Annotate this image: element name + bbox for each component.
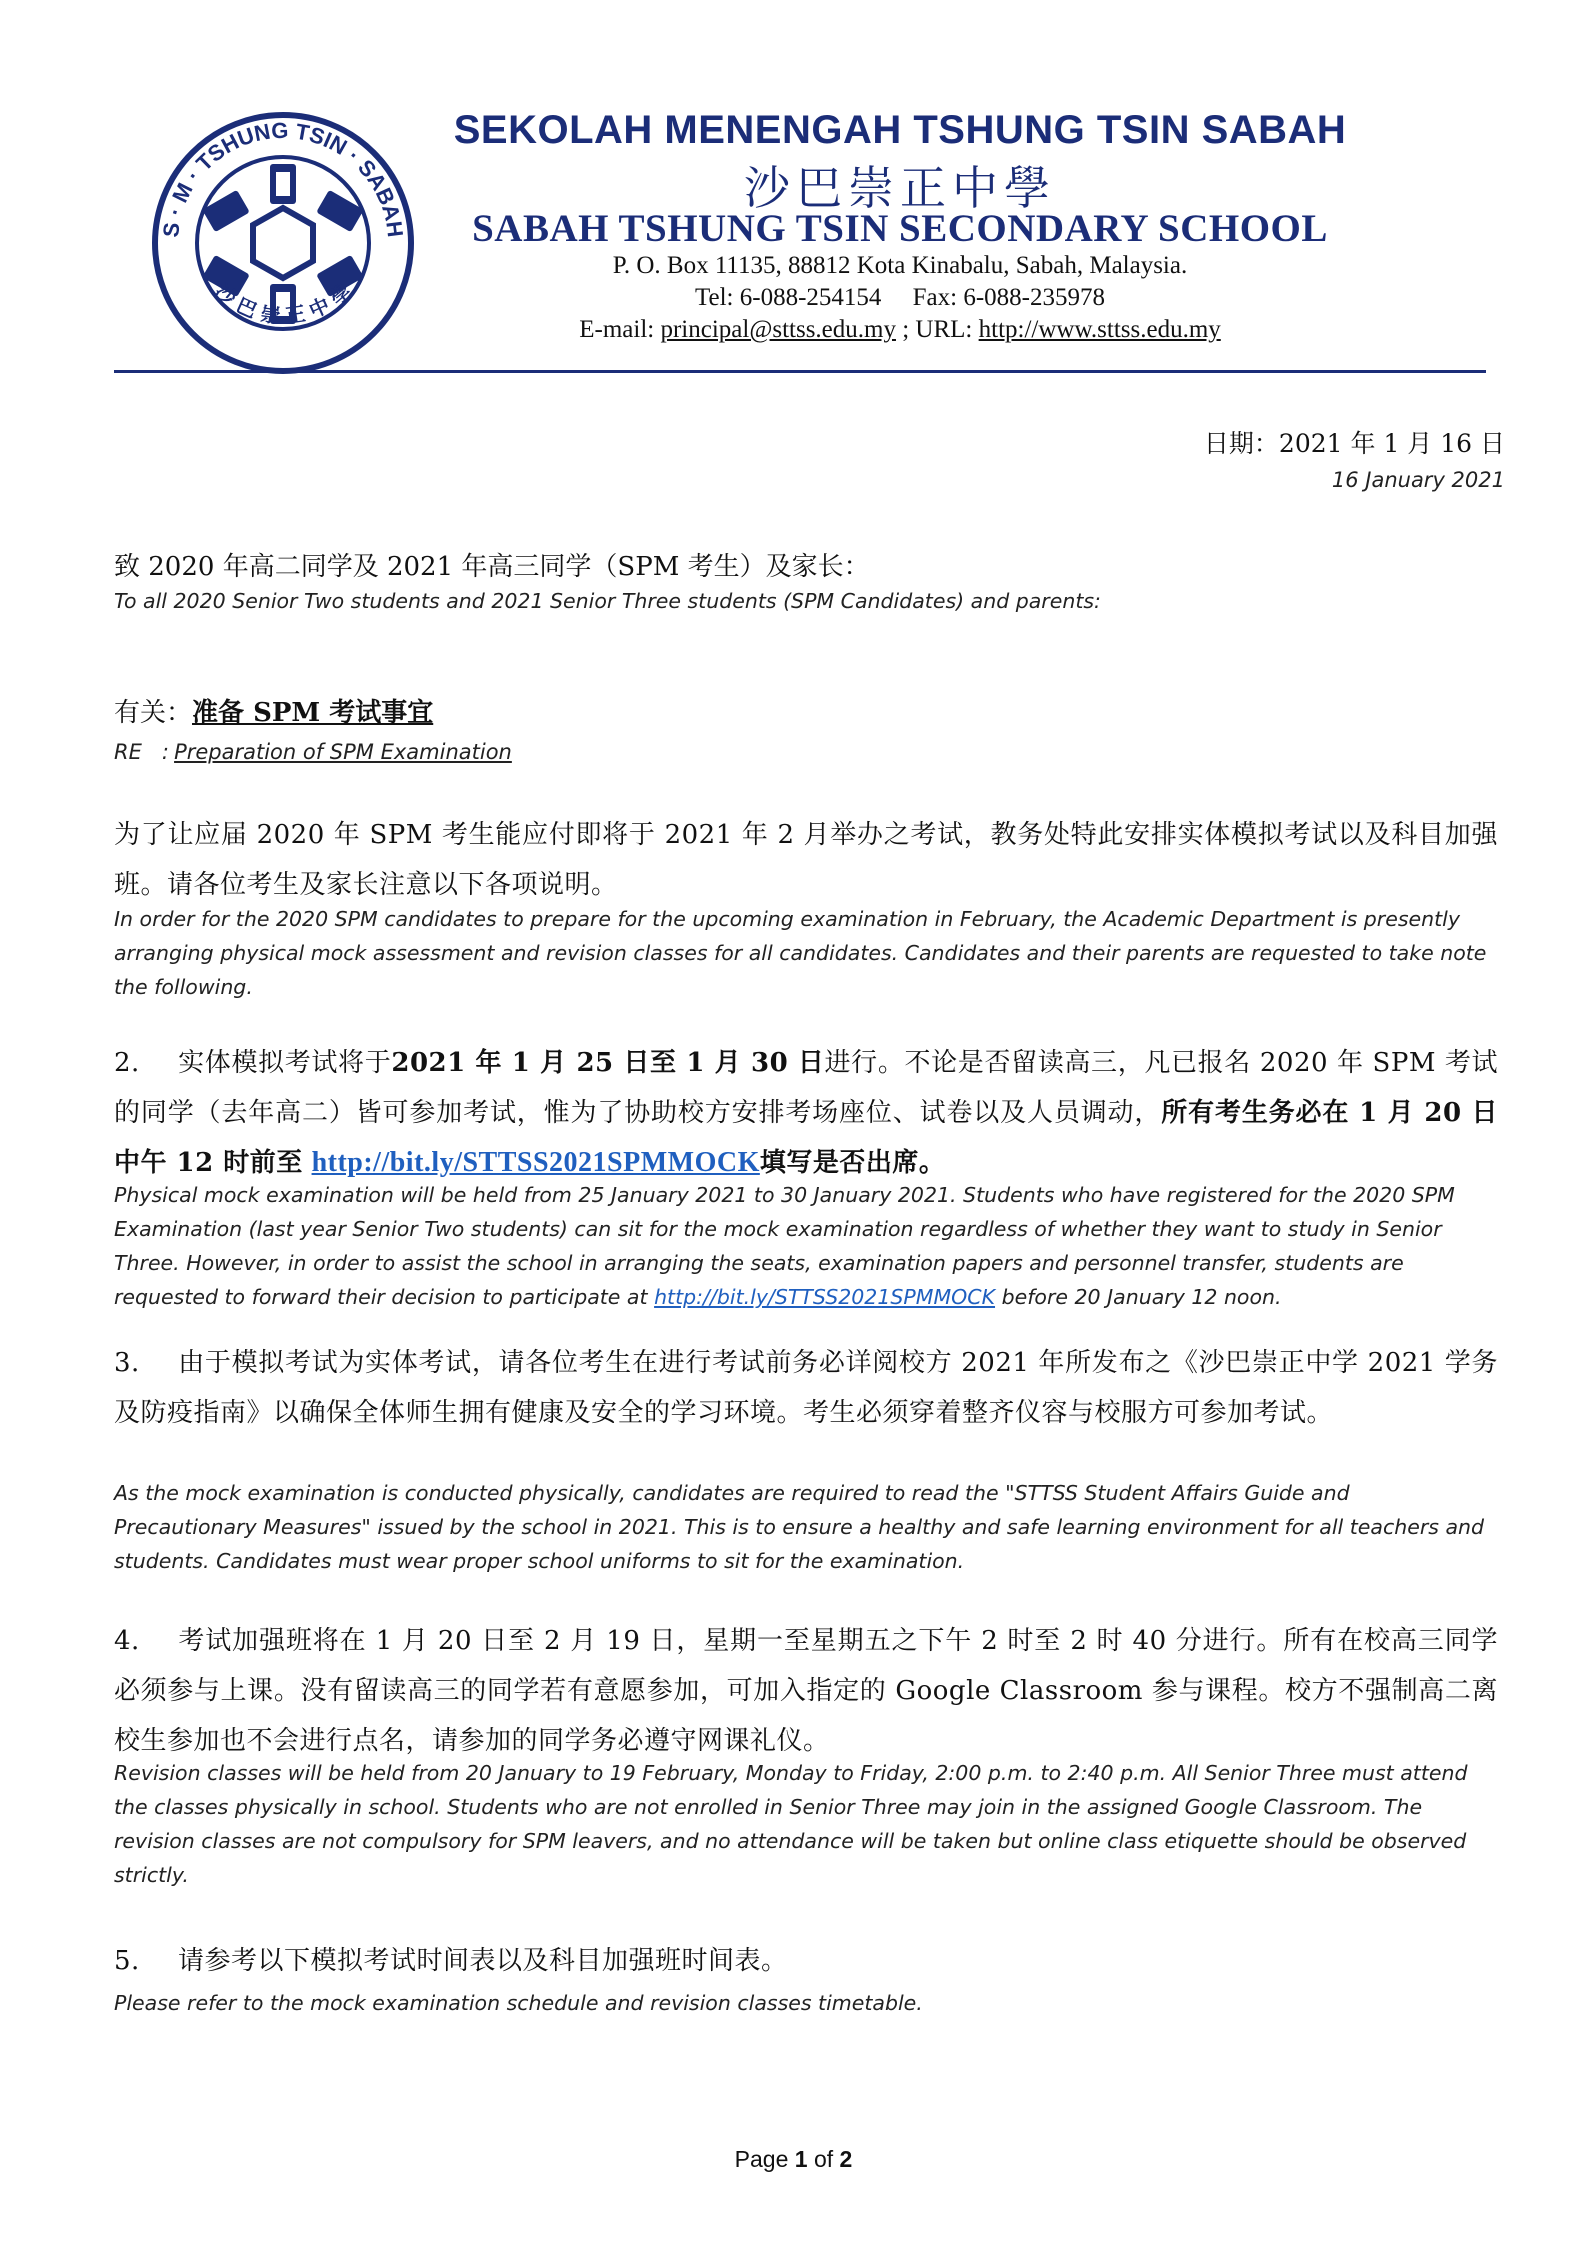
page-prefix: Page [734,2146,789,2172]
p5-text: 请参考以下模拟考试时间表以及科目加强班时间表。 [178,1946,788,1976]
paragraph-1-english: In order for the 2020 SPM candidates to prepare for the upcoming examination in February, the Academic Department is presently arranging physical mock assessment and revision classes for all candidates. Candidates and their parents are requested to take note the following. [114,907,1487,999]
subject-title: 准备 SPM 考试事宜 [192,698,434,728]
page-of: of [813,2146,834,2172]
mock-registration-link-english[interactable]: http://bit.ly/STTSS2021SPMMOCK [654,1285,996,1309]
subject-label: 有关： [114,698,193,728]
school-contact-phone [430,284,1370,312]
email-label: E-mail: [579,316,655,343]
re-label: RE : [114,740,169,764]
page-current: 1 [794,2146,808,2172]
paragraph-1-chinese: 为了让应届 2020 年 SPM 考生能应付即将于 2021 年 2 月举办之考试，教务处特此安排实体模拟考试以及科目加强班。请各位考生及家长注意以下各项说明。 [114,820,1498,900]
re-title: Preparation of SPM Examination [174,740,512,764]
paragraph-4-english: Revision classes will be held from 20 January to 19 February, Monday to Friday, 2:00 p.m. to 2:40 p.m. All Senior Three must attend the classes physically in school. Students who are not enrolled in Senior Three may join in the assigned Google Classroom. The revision classes are not compulsory for SPM leavers, and no attendance will be taken but online class etiquette should be observed strictly. [114,1761,1468,1887]
fax-number: 6-088-235978 [963,284,1106,311]
website-link[interactable]: http://www.sttss.edu.my [978,316,1221,343]
paragraph-2-number: 2. [114,1048,140,1078]
page-number [0,2146,1587,2173]
school-name-malay: SEKOLAH MENENGAH TSHUNG TSIN SABAH [453,108,1347,152]
salutation-chinese: 致 2020 年高二同学及 2021 年高三同学（SPM 考生）及家长： [114,552,870,582]
date-chinese: 日期：2021 年 1 月 16 日 [1203,429,1505,458]
paragraph-3-english: As the mock examination is conducted physically, candidates are required to read the "STTSS Student Affairs Guide and Precautionary Measures" issued by the school in 2021. This is to ensure a healthy and safe learning environment for all teachers and students. Candidates must wear proper school uniforms to sit for the examination. [114,1481,1485,1573]
p2-text-e: 填写是否出席。 [759,1148,946,1178]
paragraph-4-number: 4. [114,1626,140,1656]
p4-text: 考试加强班将在 1 月 20 日至 2 月 19 日，星期一至星期五之下午 2 时至 2 时 40 分进行。所有在校高三同学必须参与上课。没有留读高三的同学若有意愿参加，可加入指定的 Google Classroom 参与课程。校方不强制高二离校生参加也不会进行点名，请参加的同学务必遵守网课礼仪。 [114,1626,1498,1756]
school-contact-web [430,316,1370,344]
p2-deadline: 所有考生务必在 1 月 20 日中午 12 时前至 [114,1098,1498,1178]
school-name-chinese: 沙巴崇正中學 [744,161,1056,215]
logo-text-bottom: 沙 巴 崇 正 中 學 [210,278,356,328]
mock-registration-link[interactable]: http://bit.ly/STTSS2021SPMMOCK [311,1147,760,1178]
p2-text-c: 进行。不论是否留读高三，凡已报名 2020 年 SPM 考试的同学（去年高二）皆可参加考试，惟为了协助校方安排考场座位、试卷以及人员调动， [114,1048,1499,1128]
date-english: 16 January 2021 [1331,468,1505,492]
tel-number: 6-088-254154 [739,284,882,311]
header-divider [114,370,1486,373]
p2-en-text-b: before 20 January 12 noon. [1001,1285,1282,1309]
fax-label: Fax: [912,284,958,311]
subject-english [114,740,1498,764]
email-link[interactable]: principal@sttss.edu.my [660,316,896,343]
p2-text-a: 实体模拟考试将于 [178,1048,392,1078]
school-logo [148,108,418,378]
salutation-english: To all 2020 Senior Two students and 2021 Senior Three students (SPM Candidates) and parents: [114,589,1101,613]
paragraph-5-english: Please refer to the mock examination schedule and revision classes timetable. [114,1991,923,2015]
p2-en-text-a: Physical mock examination will be held from 25 January 2021 to 30 January 2021. Students who have registered for the 2020 SPM Examination (last year Senior Two students) can sit for the mock examination regardless of whether they want to study in Senior Three. However, in order to assist the school in arranging the seats, examination papers and personnel transfer, students are requested to forward their decision to participate at [114,1183,1455,1309]
subject-chinese [114,692,1498,729]
tel-label: Tel: [694,284,734,311]
page-total: 2 [839,2146,853,2172]
url-label: ; URL: [902,316,973,343]
logo-text-top: S · M · TSHUNG TSIN · SABAH [158,117,409,239]
paragraph-2-chinese [114,1038,1498,1188]
paragraph-4-chinese [114,1616,1498,1766]
paragraph-2-english [114,1178,1498,1314]
paragraph-5-number: 5. [114,1946,140,1976]
p2-mock-dates: 2021 年 1 月 25 日至 1 月 30 日 [391,1048,825,1078]
paragraph-3-chinese [114,1338,1498,1438]
school-name-english: SABAH TSHUNG TSIN SECONDARY SCHOOL [472,207,1328,250]
p3-text: 由于模拟考试为实体考试，请各位考生在进行考试前务必详阅校方 2021 年所发布之《沙巴崇正中学 2021 学务及防疫指南》以确保全体师生拥有健康及安全的学习环境。考生必须穿着整齐仪容与校服方可参加考试。 [114,1348,1498,1428]
paragraph-5-chinese [114,1936,1498,1986]
paragraph-3-number: 3. [114,1348,140,1378]
school-address: P. O. Box 11135, 88812 Kota Kinabalu, Sabah, Malaysia. [612,252,1188,279]
